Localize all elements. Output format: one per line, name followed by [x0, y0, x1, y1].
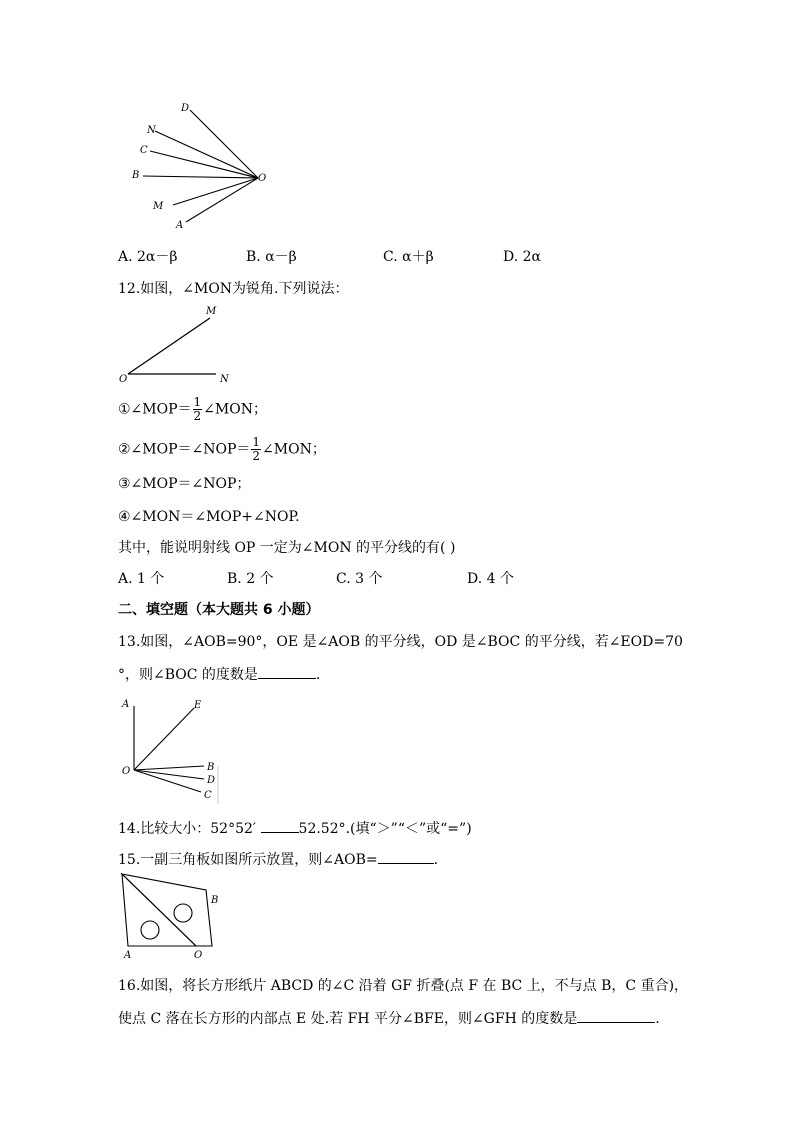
q11-option-d: D. 2α [503, 249, 541, 265]
fraction-numerator: 1 [252, 435, 261, 449]
q12-statement-2 [118, 436, 326, 463]
q13-line-1: 13.如图，∠AOB=90°，OE 是∠AOB 的平分线，OD 是∠BOC 的平分线，若∠EOD=70 [118, 634, 683, 650]
q12-s1-suffix: ∠MON； [203, 401, 267, 418]
q11-angle-figure [128, 98, 268, 232]
q15-line [118, 849, 438, 870]
q15-text: 15.一副三角板如图所示放置，则∠AOB= [118, 852, 378, 868]
q15-label-A: A [124, 950, 132, 961]
q12-statement-1 [118, 396, 267, 423]
q16-text: 使点 C 落在长方形的内部点 E 处.若 FH 平分∠BFE，则∠GFH 的度数是 [118, 1011, 578, 1027]
q15-label-O: O [194, 950, 203, 961]
q14-text-end: 52.52°.(填“＞”“＜”或“=”) [298, 821, 472, 837]
q16-answer-blank [577, 1008, 655, 1023]
q15-set-square-figure [116, 870, 228, 962]
q12-stem: 12.如图，∠MON为锐角.下列说法： [118, 281, 349, 297]
q11-label-M: M [153, 201, 164, 212]
q12-option-c: C. 3 个 [336, 571, 383, 587]
fraction-denominator: 2 [193, 409, 202, 423]
q13-label-O: O [122, 766, 131, 777]
q14-answer-blank [261, 818, 299, 833]
q11-label-A: A [176, 220, 184, 231]
section-title-fill-in: 二、填空题（本大题共 6 小题） [118, 602, 320, 618]
q12-angle-figure [116, 302, 240, 386]
q15-text-end: . [433, 852, 439, 868]
q12-s2-suffix: ∠MON； [262, 441, 326, 458]
q15-label-B: B [211, 895, 219, 906]
q12-s2-fraction [251, 436, 261, 463]
q11-label-B: B [132, 170, 140, 181]
q12-option-a: A. 1 个 [118, 571, 165, 587]
q12-question: 其中，能说明射线 OP 一定为∠MON 的平分线的有( ) [118, 540, 456, 556]
q11-label-N: N [147, 125, 156, 136]
fraction-denominator: 2 [252, 449, 261, 463]
q16-text-end: . [655, 1011, 660, 1027]
q13-label-D: D [207, 775, 216, 786]
q12-s1-fraction [193, 396, 203, 423]
q12-statement-3: ③∠MOP＝∠NOP； [118, 476, 251, 492]
q11-label-O: O [258, 173, 267, 184]
q11-label-D: D [181, 103, 190, 114]
q11-option-b: B. α－β [246, 249, 297, 265]
q12-label-M: M [206, 306, 217, 317]
q14-text: 14.比较大小：52°52′ [118, 821, 261, 837]
fraction-numerator: 1 [193, 395, 202, 409]
q12-label-O: O [119, 374, 128, 385]
q13-angle-figure [116, 694, 226, 806]
q13-line-2 [118, 664, 320, 685]
q12-statement-4: ④∠MON＝∠MOP+∠NOP. [118, 509, 300, 525]
q11-label-C: C [140, 145, 148, 156]
q13-line-2-end: . [315, 667, 321, 683]
q16-line-1: 16.如图，将长方形纸片 ABCD 的∠C 沿着 GF 折叠(点 F 在 BC 上，不与点 B，C 重合)， [118, 978, 689, 994]
q12-option-b: B. 2 个 [227, 571, 274, 587]
q12-s2-prefix: ②∠MOP＝∠NOP＝ [118, 441, 251, 458]
q12-label-N: N [220, 374, 229, 385]
q13-label-C: C [204, 790, 212, 801]
q13-answer-blank [258, 664, 316, 679]
q14-line [118, 818, 472, 839]
q16-line-2 [118, 1008, 660, 1029]
q13-label-E: E [194, 700, 202, 711]
q13-label-B: B [207, 762, 215, 773]
q15-answer-blank [378, 849, 434, 864]
q12-option-d: D. 4 个 [467, 571, 514, 587]
q12-s1-prefix: ①∠MOP＝ [118, 401, 192, 418]
q11-option-c: C. α＋β [383, 249, 434, 265]
q13-line-2-text: °，则∠BOC 的度数是 [118, 667, 258, 683]
q11-option-a: A. 2α－β [118, 249, 178, 265]
q13-label-A: A [122, 699, 130, 710]
